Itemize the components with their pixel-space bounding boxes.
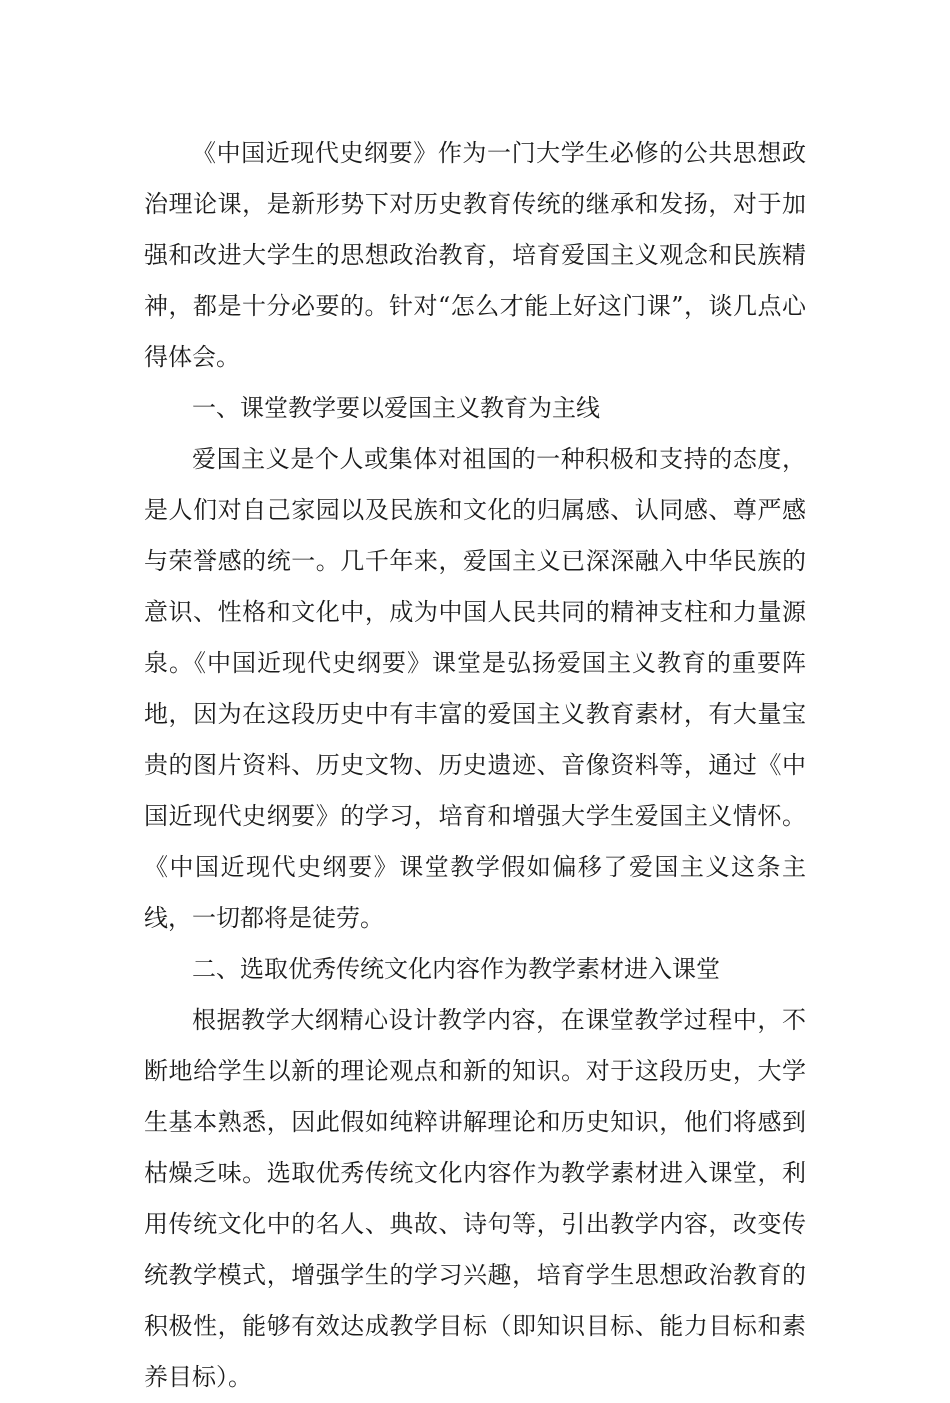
section-heading-2: 二、选取优秀传统文化内容作为教学素材进入课堂 [192, 955, 720, 983]
section-1-paragraph: 爱国主义是个人或集体对祖国的一种积极和支持的态度，是人们对自己家园以及民族和文化的归属感、认同感、尊严感与荣誉感的统一。几千年来，爱国主义已深深融入中华民族的意识、性格和文化中，成为中国人民共同的精神支柱和力量源泉。《中国近现代史纲要》课堂是弘扬爱国主义教育的重要阵地，因为在这段历史中有丰富的爱国主义教育素材，有大量宝贵的图片资料、历史文物、历史遗迹、音像资料等，通过《中国近现代史纲要》的学习，培育和增强大学生爱国主义情怀。《中国近现代史纲要》课堂教学假如偏移了爱国主义这条主线，一切都将是徒劳。 [144, 445, 806, 932]
document-body [144, 128, 806, 1403]
section-heading-1: 一、课堂教学要以爱国主义教育为主线 [192, 394, 600, 422]
intro-paragraph: 《中国近现代史纲要》作为一门大学生必修的公共思想政治理论课，是新形势下对历史教育传统的继承和发扬，对于加强和改进大学生的思想政治教育，培育爱国主义观念和民族精神，都是十分必要的。针对“怎么才能上好这门课”，谈几点心得体会。 [144, 139, 806, 371]
section-2-paragraph: 根据教学大纲精心设计教学内容，在课堂教学过程中，不断地给学生以新的理论观点和新的知识。对于这段历史，大学生基本熟悉，因此假如纯粹讲解理论和历史知识，他们将感到枯燥乏味。选取优秀传统文化内容作为教学素材进入课堂，利用传统文化中的名人、典故、诗句等，引出教学内容，改变传统教学模式，增强学生的学习兴趣，培育学生思想政治教育的积极性，能够有效达成教学目标（即知识目标、能力目标和素养目标）。 [144, 1006, 806, 1391]
